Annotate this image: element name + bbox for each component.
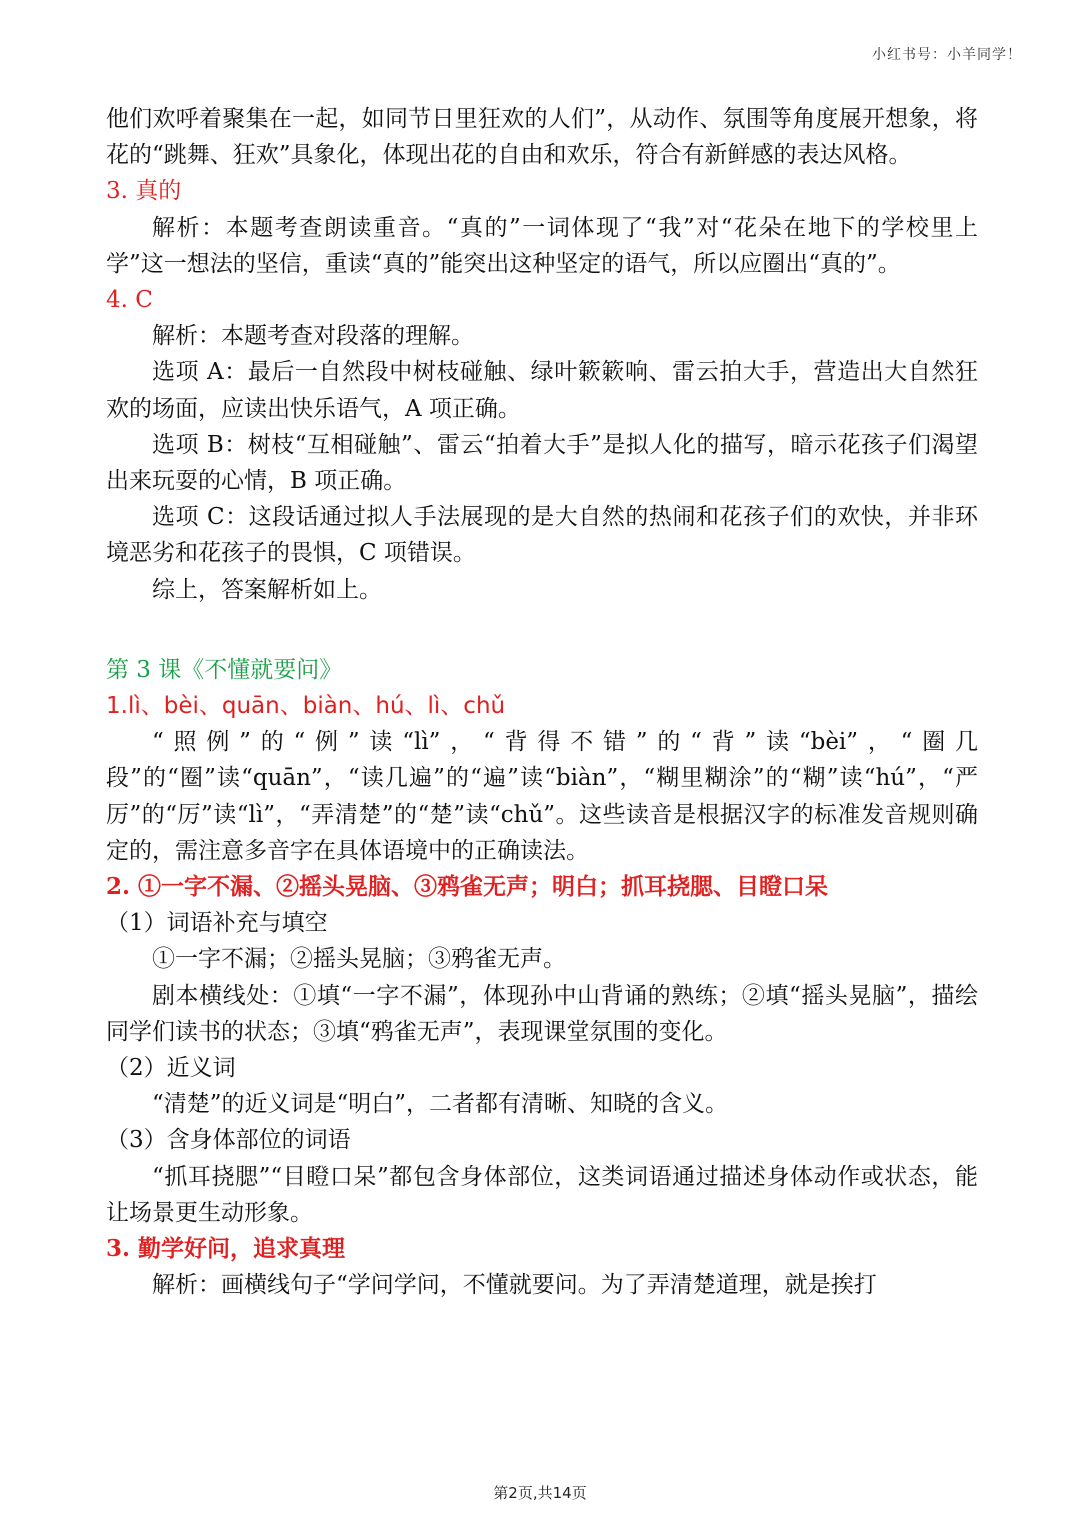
fill-blank-answers: ①一字不漏；②摇头晃脑；③鸦雀无声。 [152,946,566,973]
answer-3-heading: 3. 真的 [106,178,182,205]
answer-4-analysis: 解析：本题考查对段落的理解。 [152,323,474,350]
page-header: 小红书号：小羊同学！ [872,47,1022,63]
body-parts-explanation: “抓耳挠腮”“目瞪口呆”都包含身体部位，这类词语通过描述身体动作或状态，能让场景更生动形象。 [106,1163,978,1226]
subheading-3: （3）含身体部位的词语 [106,1127,351,1154]
subheading-2: （2）近义词 [106,1055,236,1082]
synonym-explanation: “清楚”的近义词是“明白”，二者都有清晰、知晓的含义。 [152,1091,729,1118]
page-number: 第2页,共14页 [493,1484,587,1502]
pinyin-explanation: “照例”的“例”读“lì”，“背得不错”的“背”读“bèi”，“圈几段”的“圈”读“quān”，“读几遍”的“遍”读“biàn”，“糊里糊涂”的“糊”读“hú”，“严厉”的“厉”读“lì”，“弄清楚”的“楚”读“chǔ”。这些读音是根据汉字的标准发音规则确定的，需注意多音字在具体语境中的正确读法。 [106,729,978,864]
option-b: 选项 B：树枝“互相碰触”、雷云“拍着大手”是拟人化的描写，暗示花孩子们渴望出来玩耍的心情，B 项正确。 [106,431,978,495]
answer-3b-heading: 3. 勤学好问，追求真理 [106,1235,346,1263]
option-c: 选项 C：这段话通过拟人手法展现的是大自然的热闹和花孩子们的欢快，并非环境恶劣和花孩子的畏惧，C 项错误。 [106,504,978,567]
answer-4-heading: 4. C [106,287,153,314]
option-a: 选项 A：最后一自然段中树枝碰触、绿叶簌簌响、雷云拍大手，营造出大自然狂欢的场面，应读出快乐语气，A 项正确。 [106,359,978,422]
pinyin-answer-heading: 1.lì、bèi、quān、biàn、hú、lì、chǔ [106,693,506,720]
subheading-1: （1）词语补充与填空 [106,910,328,937]
answer-3-analysis: 解析：本题考查朗读重音。“真的”一词体现了“我”对“花朵在地下的学校里上学”这一想法的坚信，重读“真的”能突出这种坚定的语气，所以应圈出“真的”。 [106,214,978,277]
answer-2-heading: 2. ①一字不漏、②摇头晃脑、③鸦雀无声；明白；抓耳挠腮、目瞪口呆 [106,873,829,901]
answer-3b-analysis: 解析：画横线句子“学问学问，不懂就要问。为了弄清楚道理，就是挨打 [152,1272,877,1299]
document-body [106,101,978,1304]
fill-blank-explanation: 剧本横线处：①填“一字不漏”，体现孙中山背诵的熟练；②填“摇头晃脑”，描绘同学们读书的状态；③填“鸦雀无声”，表现课堂氛围的变化。 [106,982,978,1045]
paragraph-continuation: 他们欢呼着聚集在一起，如同节日里狂欢的人们”，从动作、氛围等角度展开想象，将花的“跳舞、狂欢”具象化，体现出花的自由和欢乐，符合有新鲜感的表达风格。 [106,106,978,169]
lesson-title: 第 3 课《不懂就要问》 [106,656,343,683]
summary: 综上，答案解析如上。 [152,576,382,603]
